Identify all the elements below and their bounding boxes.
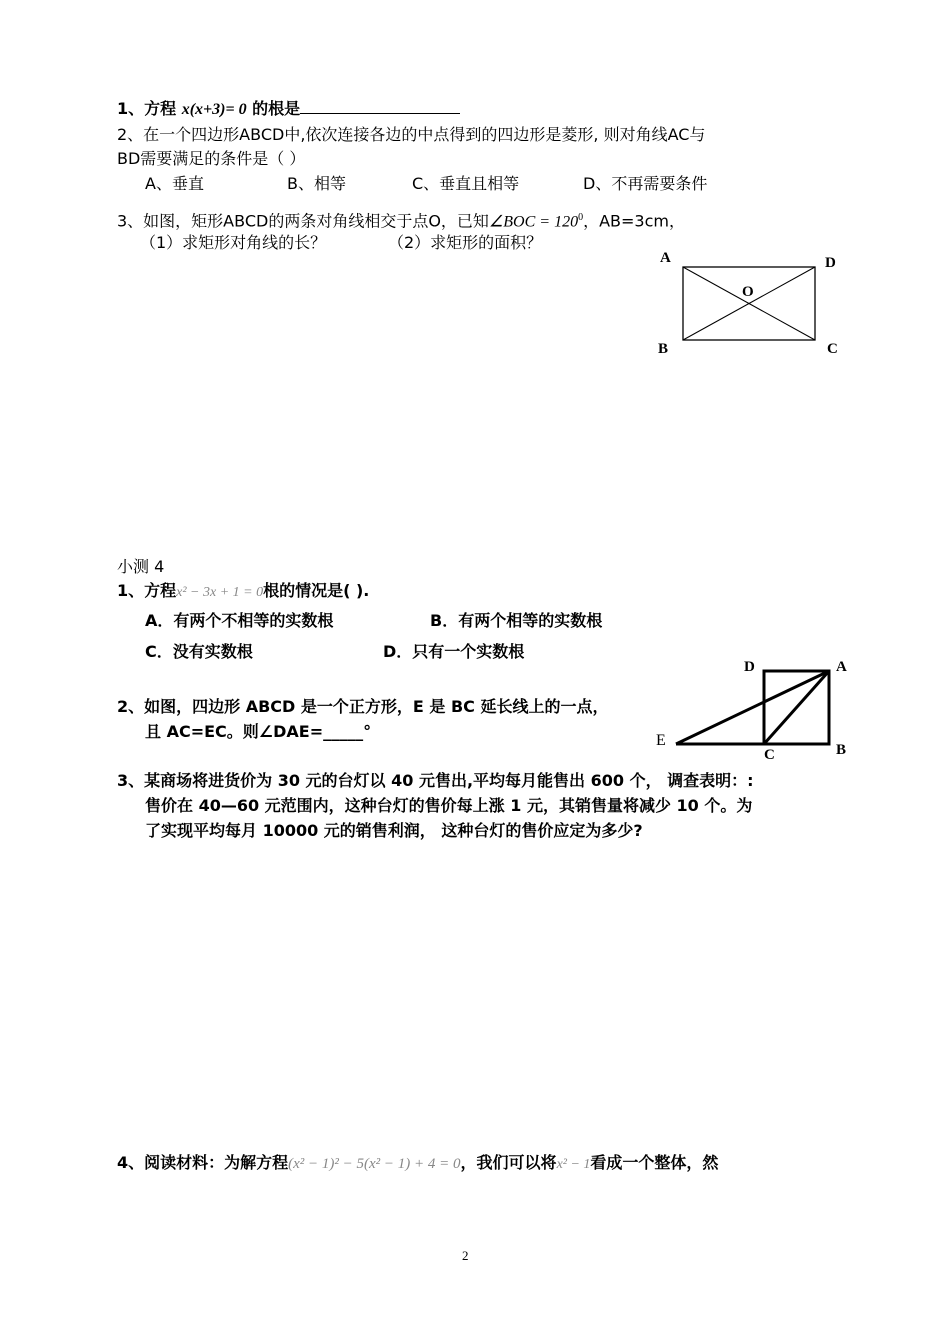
s2-q1-line [117,580,369,604]
label-a: A [660,250,671,266]
square-figure [652,655,852,765]
line-ea [676,671,829,744]
q3-angle: ∠BOC = 120 [488,213,579,231]
s2-q3-line1: 3、某商场将进货价为 30 元的台灯以 40 元售出,平均每月能售出 600 个， 调查表明：: [117,771,754,790]
q2-line1: 2、在一个四边形ABCD中,依次连接各边的中点得到的四边形是菱形, 则对角线AC与 [117,125,706,144]
rectangle-figure [655,250,855,360]
s2-q4-prefix: 4、阅读材料：为解方程 [117,1153,289,1172]
q3-degree: 0 [578,212,584,223]
s2-q4-line [117,1152,718,1176]
q2-option-c: C、垂直且相等 [412,174,520,193]
s2-q4-suffix: 看成一个整体，然 [590,1153,719,1172]
q2-option-a: A、垂直 [145,174,204,193]
s2-q1-option-a: A．有两个不相等的实数根 [145,611,334,630]
q1-suffix: 的根是 [246,99,301,118]
label-c: C [764,747,775,763]
s2-q1-option-b: B．有两个相等的实数根 [430,611,603,630]
label-b: B [836,742,847,758]
s2-q4-expression2: x² − 1 [556,1157,591,1172]
q3-sub1: （1）求矩形对角线的长？ [140,233,327,252]
q2-option-d: D、不再需要条件 [583,174,708,193]
diagonal-ca [764,671,829,744]
q1-prefix: 1、方程 [117,99,182,118]
s2-q3-line2: 售价在 40—60 元范围内，这种台灯的售价每上涨 1 元，其销售量将减少 10 个。为 [145,796,753,815]
label-a: A [836,659,847,675]
q1-line [117,97,460,121]
label-d: D [825,255,836,271]
label-c: C [827,341,838,357]
s2-q2-line1: 2、如图，四边形 ABCD 是一个正方形，E 是 BC 延长线上的一点， [117,697,609,716]
page-number: 2 [462,1248,469,1263]
s2-q4-expression: (x² − 1)² − 5(x² − 1) + 4 = 0 [288,1156,461,1172]
q1-expression: x(x+3)= 0 [181,101,247,118]
q3-suffix: ，AB=3cm， [583,211,685,231]
q1-answer-blank[interactable] [300,97,460,114]
s2-q4-middle: ，我们可以将 [460,1153,557,1172]
label-d: D [744,659,755,675]
s2-q2-line2: 且 AC=EC。则∠DAE=_____° [145,722,372,741]
label-e: E [656,732,666,749]
s2-q1-option-c: C．没有实数根 [145,642,253,661]
label-o: O [742,284,754,300]
q2-option-b: B、相等 [287,174,346,193]
q3-prefix: 3、如图，矩形ABCD的两条对角线相交于点O，已知 [117,211,489,231]
s2-q1-expression: x² − 3x + 1 = 0 [176,585,264,600]
section2-title: 小测 4 [117,557,165,576]
q3-sub2: （2）求矩形的面积？ [388,233,543,252]
s2-q1-option-d: D．只有一个实数根 [383,642,525,661]
q2-line2: BD需要满足的条件是（ ） [117,149,306,168]
s2-q1-prefix: 1、方程 [117,581,177,600]
s2-q3-line3: 了实现平均每月 10000 元的销售利润， 这种台灯的售价应定为多少? [145,821,643,840]
s2-q1-suffix: 根的情况是( ). [263,581,370,600]
q3-line1 [117,207,685,233]
label-b: B [658,341,669,357]
